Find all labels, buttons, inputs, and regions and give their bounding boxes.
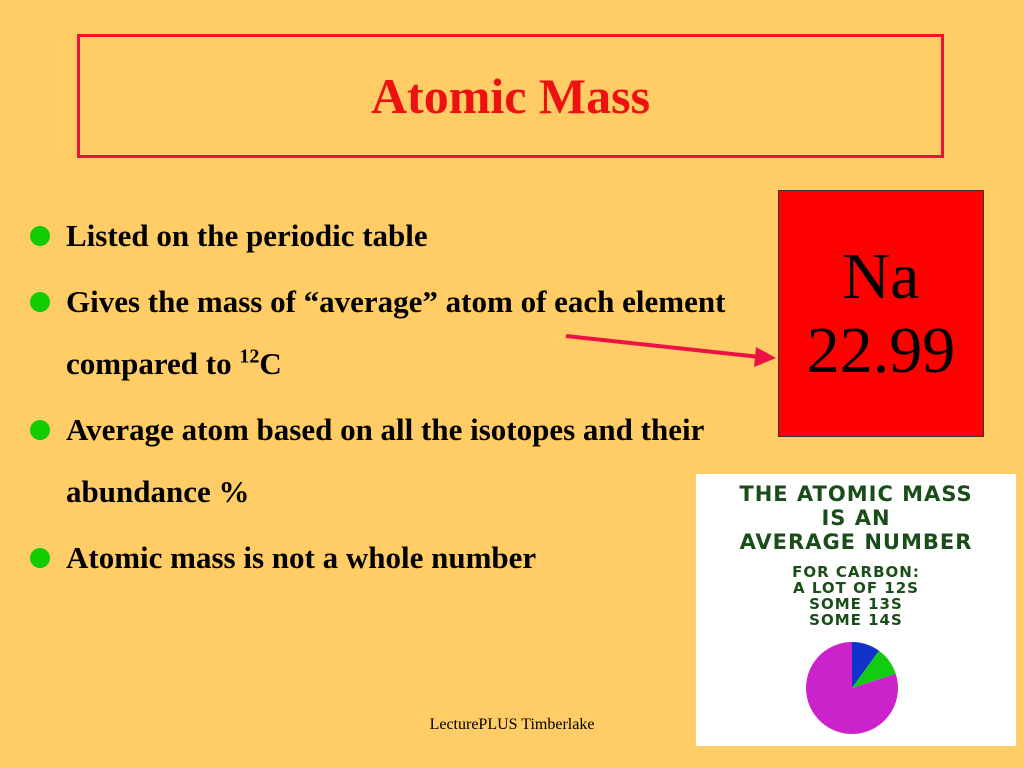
cartoon-heading-line: AVERAGE NUMBER (739, 530, 973, 554)
cartoon-subtext-line: SOME 14S (809, 611, 903, 629)
bullet-text: Gives the mass of “average” atom of each element compared to (66, 284, 726, 381)
bullet-text: Average atom based on all the isotopes and their abundance % (66, 412, 704, 509)
cartoon-subtext-line: A LOT OF 12S (793, 579, 919, 597)
element-tile (778, 190, 984, 437)
cartoon-heading-line: IS AN (821, 506, 891, 530)
cartoon-subtext (696, 564, 1016, 628)
footer-credit: LecturePLUS Timberlake (429, 716, 595, 733)
bullet-text: Listed on the periodic table (66, 218, 428, 253)
slide-title: Atomic Mass (370, 68, 651, 124)
isotope-superscript: 12 (239, 345, 260, 368)
element-symbol: Na (842, 239, 920, 313)
bullet-text: Atomic mass is not a whole number (66, 540, 537, 575)
cartoon-subtext-line: SOME 13S (809, 595, 903, 613)
cartoon-subtext-line: FOR CARBON: (792, 563, 920, 581)
element-mass: 22.99 (806, 313, 956, 387)
average-number-cartoon (696, 474, 1016, 746)
cartoon-heading-line: THE ATOMIC MASS (739, 482, 973, 506)
cartoon-heading (696, 482, 1016, 554)
isotope-symbol: C (259, 346, 282, 381)
